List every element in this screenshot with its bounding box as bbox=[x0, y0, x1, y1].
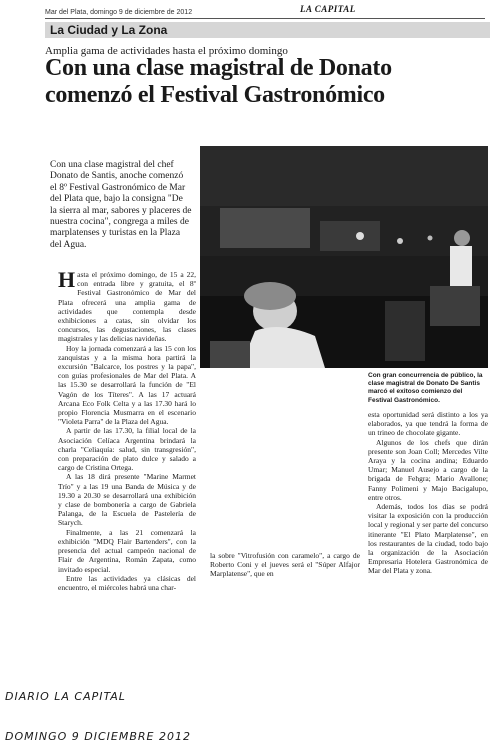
drop-cap: H bbox=[58, 267, 76, 292]
article-headline: Con una clase magistral de Donato comenzó el Festival Gastronómico bbox=[45, 55, 392, 108]
article-body-continued: la sobre "Vitrofusión con caramelo", a cargo de Roberto Coni y el jueves será el "Súper Alfajor Marplatense", que en bbox=[210, 551, 360, 579]
paragraph bbox=[58, 267, 196, 344]
photo-caption: Con gran concurrencia de público, la clase magistral de Donato De Santis marcó el exitoso comienzo del Festival Gastronómico. bbox=[368, 372, 483, 404]
paragraph: Finalmente, a las 21 comenzará la exhibición "MDQ Flair Bartenders", con la presencia del actual campeón nacional de Flair de Argentina, Román Zapata, como invitado especial. bbox=[58, 527, 196, 574]
paragraph: A partir de las 17.30, la filial local de la Asociación Celíaca Argentina brindará la charla "Celiaquía: salud, sin transgresión", con preparación de plato dulce y salado a cargo de Cristina Ortega. bbox=[58, 426, 196, 473]
paragraph: Entre las actividades ya clásicas del encuentro, el miércoles habrá una char- bbox=[58, 573, 196, 592]
section-label: La Ciudad y La Zona bbox=[50, 23, 168, 37]
chef-photo-illustration bbox=[200, 146, 488, 368]
handwritten-source: DIARIO LA CAPITAL bbox=[5, 690, 126, 703]
article-body-column-1 bbox=[58, 267, 196, 592]
masthead: LA CAPITAL bbox=[300, 4, 356, 14]
paragraph-text: asta el próximo domingo, de 15 a 22, con entrada libre y gratuita, el 8º Festival Gastronómico de Mar del Plata ofrecerá una amplia gama de actividades que contempla desde exhibiciones a catas, sin olvidar los concursos, las degustaciones, las clases magistrales y las delicias navideñas. bbox=[58, 270, 196, 344]
paragraph: Hoy la jornada comenzará a las 15 con los zanquistas y a la misma hora partirá la excursión "Balcarce, los postres y la papa", con guías profesionales de Mar del Plata. A las 15.30 se desarrollará la función de "El Vagón de los Títeres". A las 17 actuará Arcana Eco Folk Celta y a las 17.30 hará lo propio Florencia Musmarra en el escenario "Violeta Parra" de la Plaza del Agua. bbox=[58, 343, 196, 427]
article-lede: Con una clase magistral del chef Donato de Santis, anoche comenzó el 8º Festival Gastronómico de Mar del Plata que, bajo la consigna "De la sierra al mar, sabores y placeres de nuestra cocina", congrega a miles de marplatenses y turistas en la Plaza del Agua. bbox=[50, 160, 192, 250]
handwritten-date: DOMINGO 9 DICIEMBRE 2012 bbox=[5, 730, 191, 743]
dateline: Mar del Plata, domingo 9 de diciembre de 2012 bbox=[45, 9, 193, 16]
paragraph: Además, todos los días se podrá visitar la exposición con la producción local y regional y ser parte del concurso itinerante "El Plato Marplatense", en los restaurantes de la ciudad, todo bajo la organización de la Asociación Empresaria Hotelera Gastronómica de Mar del Plata y zona. bbox=[368, 502, 488, 576]
paragraph: A las 18 dirá presente "Marine Marmet Trío" y a las 19 una Banda de Música y de 19.30 a 20.30 se desarrollará una exhibición y clase de bombonería a cargo de Gabriela Palanga, de la Escuela de Pastelería de Starych. bbox=[58, 472, 196, 528]
event-photo bbox=[200, 146, 488, 368]
header-rule bbox=[45, 18, 485, 19]
paragraph: Algunos de los chefs que dirán presente son Joan Coll; Mercedes Vilte Araya y la cocina andina; Eduardo Umar; Manuel Ausejo a cargo de la brigada de Fehgra; Mario Avallone; Fanny Polimeni y Majo Bacigalupo, entre otros. bbox=[368, 437, 488, 502]
paragraph: esta oportunidad será distinto a los ya elaborados, ya que tendrá la forma de un trineo de chocolate gigante. bbox=[368, 410, 488, 438]
article-body-column-2 bbox=[368, 410, 488, 576]
article-kicker: Amplia gama de actividades hasta el próximo domingo bbox=[45, 45, 288, 57]
